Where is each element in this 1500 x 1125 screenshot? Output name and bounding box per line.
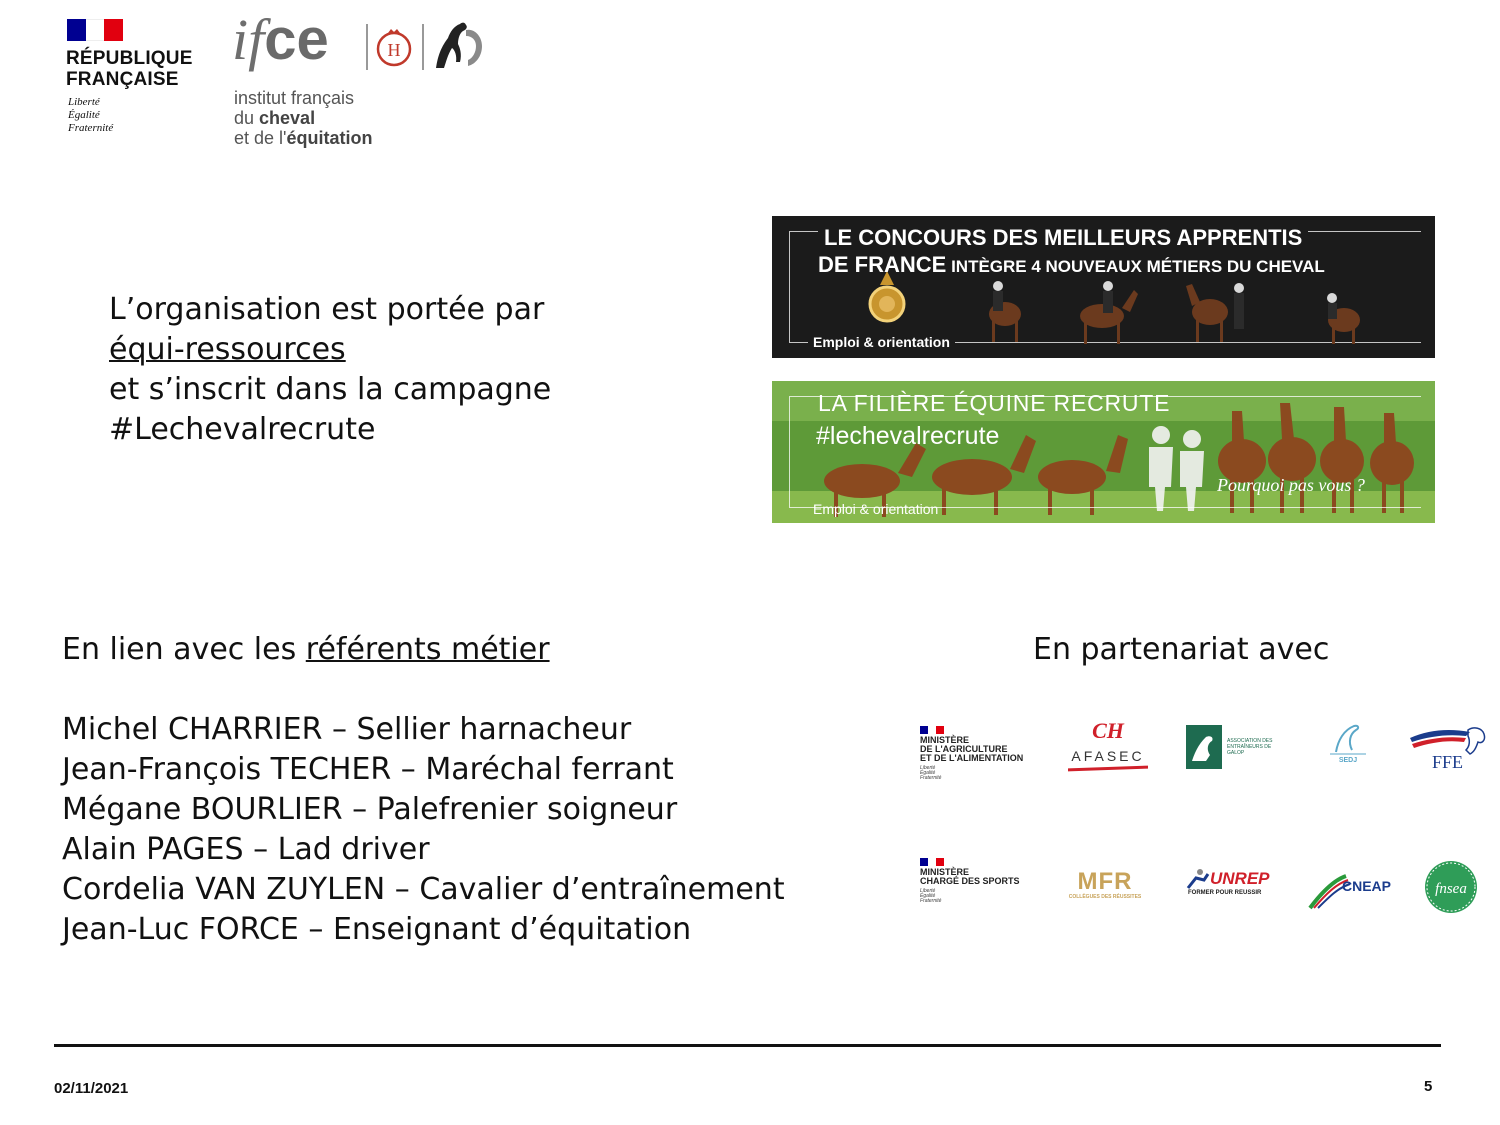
list-item: Jean-François TECHER – Maréchal ferrant [62, 752, 674, 787]
ffe-logo [1408, 722, 1488, 777]
republique-title-line1: RÉPUBLIQUE [66, 48, 193, 69]
ifce-separator [422, 24, 424, 70]
filiere-recrute-banner[interactable] [772, 381, 1435, 523]
campaign-hashtag: #Lechevalrecrute [109, 412, 376, 447]
haras-seal-letter: H [387, 40, 401, 60]
ifce-separator [366, 24, 368, 70]
ministere-flag-icon [920, 858, 944, 866]
banner-tagline: Pourquoi pas vous ? [1217, 475, 1365, 495]
galop-horse-icon [1186, 725, 1222, 769]
banner-hashtag: #lechevalrecrute [816, 422, 1000, 450]
entraineurs-galop-logo: ASSOCIATION DES ENTRAÎNEURS DE GALOP [1186, 725, 1287, 769]
ffe-horse-icon [1408, 722, 1488, 772]
organisation-line: et s’inscrit dans la campagne [109, 372, 552, 407]
partners-heading: En partenariat avec [1033, 632, 1330, 667]
list-item: Cordelia VAN ZUYLEN – Cavalier d’entraînement [62, 872, 785, 907]
organisation-text [109, 290, 551, 450]
mfr-logo: MFR COLLÈGUES DES RÉUSSITES [1068, 868, 1142, 900]
cneap-logo: CNEAP [1308, 870, 1400, 910]
equi-ressources-link[interactable]: équi-ressources [109, 332, 346, 367]
rearing-horse-icon [430, 18, 486, 74]
meilleurs-apprentis-banner[interactable] [772, 216, 1435, 358]
haras-seal-icon [373, 26, 415, 68]
page-number: 5 [1424, 1078, 1433, 1095]
ministere-agriculture-logo: MINISTÈRE DE L'AGRICULTURE ET DE L'ALIMENTATION Liberté Égalité Fraternité [920, 726, 1023, 781]
banner-subheadline: DE FRANCE INTÈGRE 4 NOUVEAUX MÉTIERS DU CHEVAL [818, 252, 1325, 277]
footer-date: 02/11/2021 [54, 1080, 129, 1097]
referents-heading: En lien avec les référents métier [62, 632, 550, 667]
unrep-logo: UNREP FORMER POUR REUSSIR [1188, 869, 1270, 896]
ministere-sports-logo: MINISTÈRE CHARGÉ DES SPORTS Liberté Égalité Fraternité [920, 858, 1020, 904]
banner-footer-label: Emploi & orientation [813, 501, 939, 517]
referents-metier-link[interactable]: référents métier [305, 632, 550, 667]
banner-headline: LE CONCOURS DES MEILLEURS APPRENTIS [818, 225, 1308, 251]
unrep-runner-icon [1186, 868, 1210, 890]
republique-title-line2: FRANÇAISE [66, 69, 179, 90]
ifce-logo: ifce [232, 7, 329, 72]
referents-list [62, 710, 785, 950]
ffe-text: FFE [1432, 752, 1464, 772]
republique-motto: Liberté Égalité Fraternité [68, 96, 114, 134]
banner-footer-label: Emploi & orientation [808, 334, 955, 350]
sedj-horse-icon [1326, 720, 1370, 756]
banner-headline: LA FILIÈRE ÉQUINE RECRUTE [818, 390, 1171, 416]
list-item: Michel CHARRIER – Sellier harnacheur [62, 712, 632, 747]
footer-divider [54, 1044, 1441, 1047]
sedj-logo: SEDJ [1320, 720, 1376, 764]
list-item: Mégane BOURLIER – Palefrenier soigneur [62, 792, 678, 827]
afasec-logo: CH AFASEC [1064, 720, 1152, 770]
list-item: Alain PAGES – Lad driver [62, 832, 430, 867]
republique-francaise-logo [66, 48, 193, 90]
organisation-line: L’organisation est portée par [109, 292, 545, 327]
fnsea-emblem-icon [1424, 860, 1478, 914]
afasec-mark: CH [1092, 718, 1124, 743]
list-item: Jean-Luc FORCE – Enseignant d’équitation [62, 912, 692, 947]
republique-flag [67, 19, 123, 41]
ministere-flag-icon [920, 726, 944, 734]
ifce-subtitle: institut français du cheval et de l'équitation [234, 88, 373, 148]
fnsea-text: fnsea [1435, 881, 1467, 897]
fnsea-logo [1424, 860, 1478, 914]
